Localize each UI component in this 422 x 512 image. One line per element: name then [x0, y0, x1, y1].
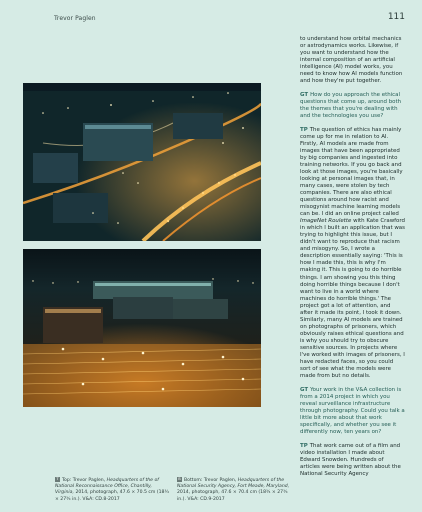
answer-paragraph	[300, 443, 405, 478]
interview-text-column	[300, 36, 405, 485]
answer-paragraph	[300, 127, 405, 380]
caption-artist: Trevor Paglen,	[72, 478, 106, 483]
caption-artist: Trevor Paglen,	[203, 478, 237, 483]
photo-nro-headquarters	[23, 83, 261, 241]
project-title: ImageNet Roulette	[300, 218, 352, 225]
question-text: Your work in the V&A collection is from a 2014 project in which you reveal surveillance infrastructure through photography. Could you talk a little bit more about that work specifically, and whether you see it differently now, ten years on?	[300, 386, 405, 435]
speaker-label: TP	[300, 127, 308, 134]
running-header-author: Trevor Paglen	[54, 15, 96, 22]
speaker-label: TP	[300, 442, 308, 449]
answer-text: The question of ethics has mainly come up for me in relation to AI. Firstly, AI models are made from images that have been appropriated by big companies and ingested into training networks. If you go back and look at those images, you're basically looking at personal images that, in many cases, were stolen by tech companies. There are also ethical questions around how racist and misogynist machine learning models can be. I did an online project called	[300, 127, 403, 218]
caption-title: Headquarters of the of National Reconnaissance Office, Chantilly, Virginia,	[55, 478, 159, 496]
caption-title: Headquarters of the National Security Agency, Fort Meade, Maryland,	[177, 478, 290, 490]
caption-badge: T	[56, 477, 59, 481]
caption-label: Bottom:	[184, 478, 203, 483]
intro-paragraph: to understand how orbital mechanics or astrodynamics works. Likewise, if you want to understand how the internal composition of an artificial intelligence (AI) model works, you need to know how AI models function and how they're put together.	[300, 36, 403, 85]
answer-text: with Kate Crawford in which I built an application that was trying to highlight this issue, but I didn't want to reproduce that racism and misogyny. So, I wrote a description essentially saying: 'This is how I made this, this is why I'm making it. This is going to do horrible things. I am showing you this thing doing horrible things because I don't want to live in a world where machines do horrible things.' The project got a lot of attention, and after it made its point, I took it down. Similarly, many AI models are trained on photographs of prisoners, which obviously raises ethical questions and is why you should try to obscure sensitive sources. In projects where I've worked with images of prisoners, I have redacted faces, so you could sort of see what the models were made from but no details.	[300, 218, 405, 379]
caption-top-photo	[55, 477, 171, 503]
caption-details: 2014, photograph, 47.6 × 70.5 cm (18¾ × 27¾ in.). V&A: CD.8-2017	[55, 490, 169, 502]
caption-bottom-photo	[177, 477, 293, 503]
caption-details: 2014, photograph, 47.6 × 70.4 cm (18¾ × 27¾ in.). V&A: CD.9-2017	[177, 490, 288, 502]
page-number: 111	[387, 12, 405, 22]
question-paragraph	[300, 387, 405, 436]
caption-badge: B	[178, 477, 181, 481]
question-text: How do you approach the ethical questions that come up, around both the themes that you're dealing with and the technologies you use?	[300, 92, 402, 120]
photo-nsa-headquarters	[23, 249, 261, 407]
answer-text: That work came out of a film and video installation I made about Edward Snowden. Hundreds of articles were being written about the National Security Agency	[300, 442, 401, 477]
speaker-label: GT	[300, 386, 309, 393]
speaker-label: GT	[300, 92, 309, 99]
caption-label: Top:	[62, 478, 72, 483]
question-paragraph	[300, 92, 405, 120]
